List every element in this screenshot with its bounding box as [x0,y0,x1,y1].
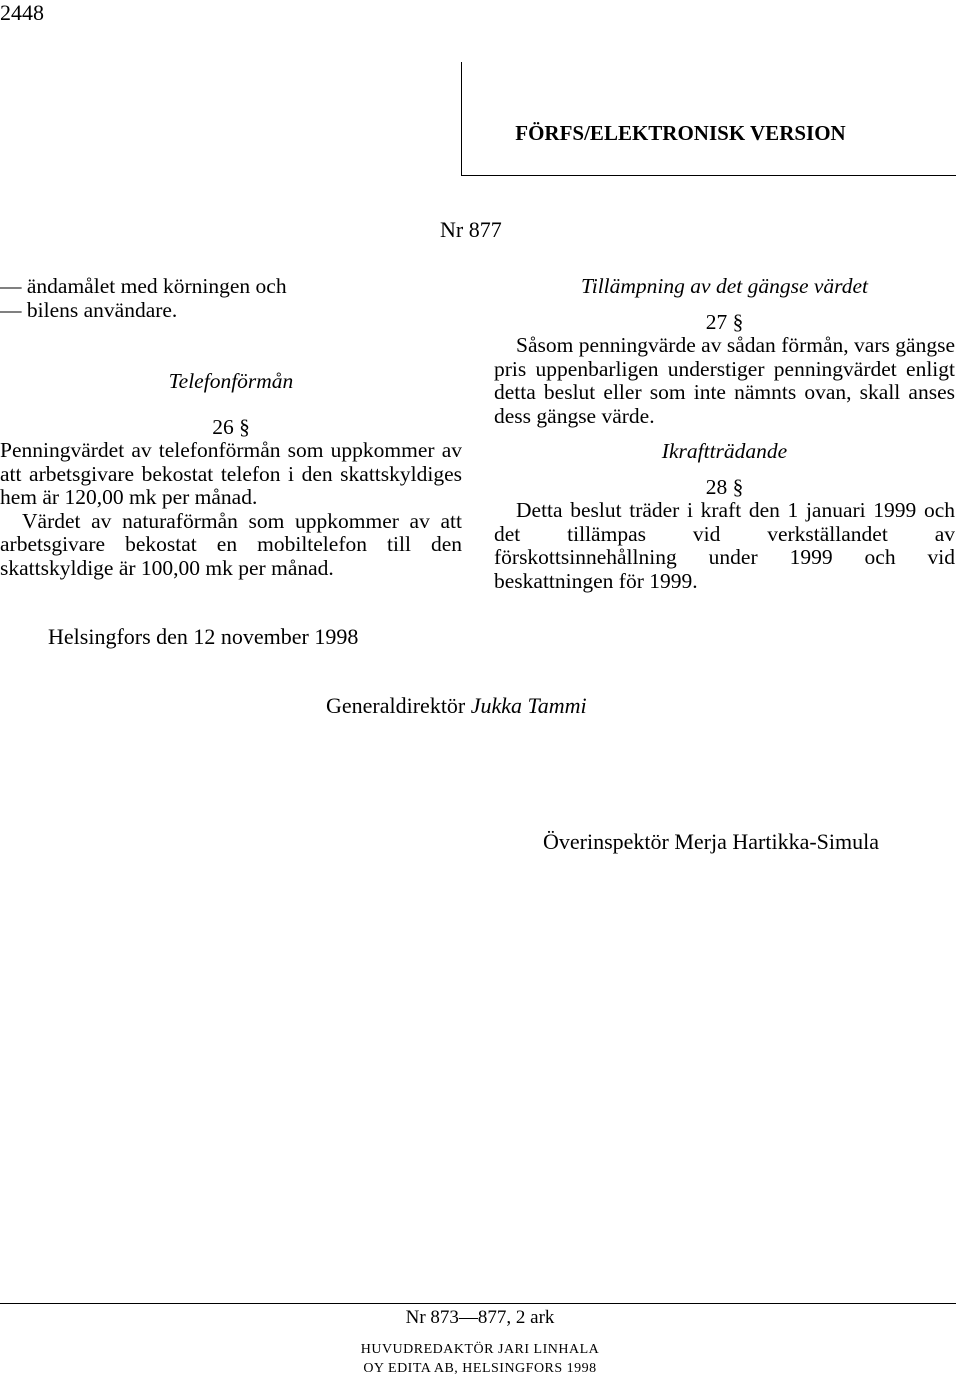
paragraph-text: Såsom penningvärde av sådan förmån, vars gängse pris uppenbarligen understiger penningvärdet enligt detta beslut eller som inte nämnts ovan, skall anses dess gängse värde. [494,333,955,428]
statute-number: Nr 877 [440,217,502,242]
dash-item: — ändamålet med körningen och [0,274,287,298]
header-title: FÖRFS/ELEKTRONISK VERSION [515,121,846,145]
section-heading: Tillämpning av det gängse värdet [580,274,869,298]
paragraph-number: 26 § [212,414,250,439]
section-heading: Telefonförmån [168,369,294,393]
section-heading: Ikraftträdande [661,439,788,463]
paragraph-text: Värdet av naturaförmån som uppkommer av att arbetsgivare bekostat en mobiltelefon till den skattskyldige är 100,00 mk per månad. [0,508,462,580]
left-column [0,275,462,580]
header-horizontal-rule [461,175,956,176]
footer-issue: Nr 873—877, 2 ark [405,1307,555,1328]
footer-printer: OY EDITA AB, HELSINGFORS 1998 [363,1361,597,1376]
dash-item: — bilens användare. [0,297,178,322]
footer-rule [0,1303,956,1304]
signature-secondary: Överinspektör Merja Hartikka-Simula [543,829,880,854]
page-number: 2448 [0,0,44,25]
paragraph-number: 27 § [705,309,744,334]
right-column [494,275,955,593]
place-and-date: Helsingfors den 12 november 1998 [48,624,359,649]
signature-primary [326,692,587,720]
header-vertical-rule [461,62,462,176]
paragraph-text: Penningvärdet av telefonförmån som uppkommer av att arbetsgivare bekostat telefon i den skattskyldiges hem är 120,00 mk per månad. [0,438,462,509]
signer-title: Generaldirektör [326,693,466,718]
paragraph-text: Detta beslut träder i kraft den 1 januari 1999 och det tillämpas vid verkställandet av förskottsinnehållning under 1999 och vid beskattningen för 1999. [494,498,955,593]
signer-name: Jukka Tammi [470,693,587,718]
footer-editor: HUVUDREDAKTÖR JARI LINHALA [360,1342,600,1357]
paragraph-number: 28 § [705,474,744,499]
